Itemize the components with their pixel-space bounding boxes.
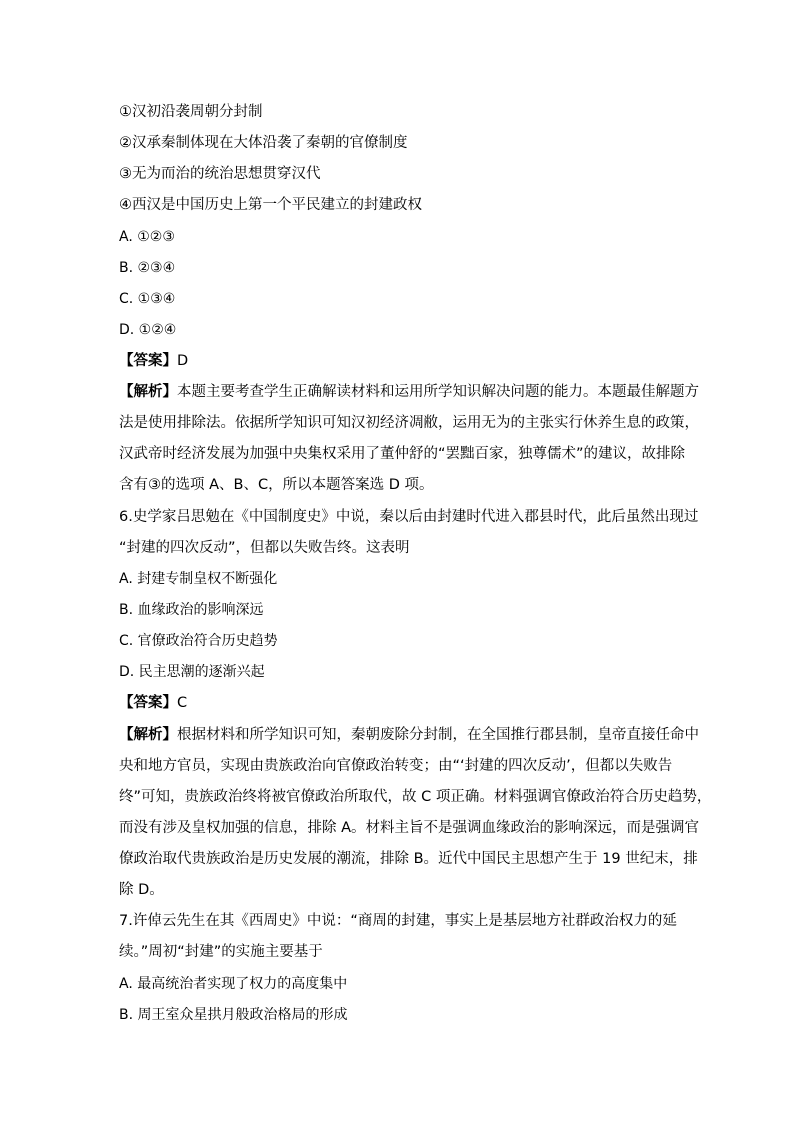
q5-statement-1: ①汉初沿袭周朝分封制 — [119, 104, 263, 120]
q6-analysis-line-4: 而没有涉及皇权加强的信息，排除 A。材料主旨不是强调血缘政治的影响深远，而是强调官 — [119, 820, 700, 836]
q5-option-b: B. ②③④ — [119, 260, 176, 276]
q6-option-a: A. 封建专制皇权不断强化 — [119, 571, 278, 587]
q5-analysis-line-2: 法是使用排除法。依据所学知识可知汉初经济凋敝，运用无为的主张实行休养生息的政策， — [119, 415, 699, 431]
q6-analysis-line-1 — [119, 725, 699, 745]
q7-option-a: A. 最高统治者实现了权力的高度集中 — [119, 976, 348, 992]
analysis-tag: 【解析】 — [119, 727, 177, 743]
q5-option-a: A. ①②③ — [119, 229, 175, 245]
q5-statement-2: ②汉承秦制体现在大体沿袭了秦朝的官僚制度 — [119, 135, 408, 151]
q5-statement-4: ④西汉是中国历史上第一个平民建立的封建政权 — [119, 197, 422, 213]
q5-option-c: C. ①③④ — [119, 291, 176, 307]
analysis-tag: 【解析】 — [119, 384, 177, 400]
analysis-text: 本题主要考查学生正确解读材料和运用所学知识解决问题的能力。本题最佳解题方 — [177, 384, 699, 400]
q6-option-c: C. 官僚政治符合历史趋势 — [119, 633, 278, 649]
q5-analysis-line-1 — [119, 382, 699, 402]
q5-analysis-line-3: 汉武帝时经济发展为加强中央集权采用了董仲舒的“罢黜百家，独尊儒术”的建议，故排除 — [119, 446, 686, 462]
answer-value: C — [177, 695, 188, 711]
q5-statement-3: ③无为而治的统治思想贯穿汉代 — [119, 166, 321, 182]
answer-tag: 【答案】 — [119, 695, 177, 711]
q6-analysis-line-6: 除 D。 — [119, 882, 164, 898]
q6-stem-line-2: “封建的四次反动”，但都以失败告终。这表明 — [119, 540, 410, 556]
q6-analysis-line-5: 僚政治取代贵族政治是历史发展的潮流，排除 B。近代中国民主思想产生于 19 世纪末，排 — [119, 851, 698, 867]
q6-answer — [119, 693, 187, 713]
answer-value: D — [177, 353, 189, 369]
q5-option-d: D. ①②④ — [119, 322, 177, 338]
q7-stem-line-1: 7.许倬云先生在其《西周史》中说：“商周的封建，事实上是基层地方社群政治权力的延 — [119, 913, 677, 929]
q7-stem-line-2: 续。”周初“封建”的实施主要基于 — [119, 944, 323, 960]
q5-answer — [119, 351, 188, 371]
q5-analysis-line-4: 含有③的选项 A、B、C，所以本题答案选 D 项。 — [119, 477, 434, 493]
q6-stem-line-1: 6.史学家吕思勉在《中国制度史》中说，秦以后由封建时代进入郡县时代，此后虽然出现过 — [119, 509, 699, 525]
q6-option-b: B. 血缘政治的影响深远 — [119, 602, 264, 618]
q6-analysis-line-3: 终”可知，贵族政治终将被官僚政治所取代，故 C 项正确。材料强调官僚政治符合历史趋势， — [119, 789, 712, 805]
analysis-text: 根据材料和所学知识可知，秦朝废除分封制，在全国推行郡县制，皇帝直接任命中 — [177, 727, 699, 743]
q7-option-b: B. 周王室众星拱月般政治格局的形成 — [119, 1007, 348, 1023]
answer-tag: 【答案】 — [119, 353, 177, 369]
q6-analysis-line-2: 央和地方官员，实现由贵族政治向官僚政治转变；由“‘封建的四次反动’，但都以失败告 — [119, 758, 673, 774]
q6-option-d: D. 民主思潮的逐渐兴起 — [119, 664, 265, 680]
